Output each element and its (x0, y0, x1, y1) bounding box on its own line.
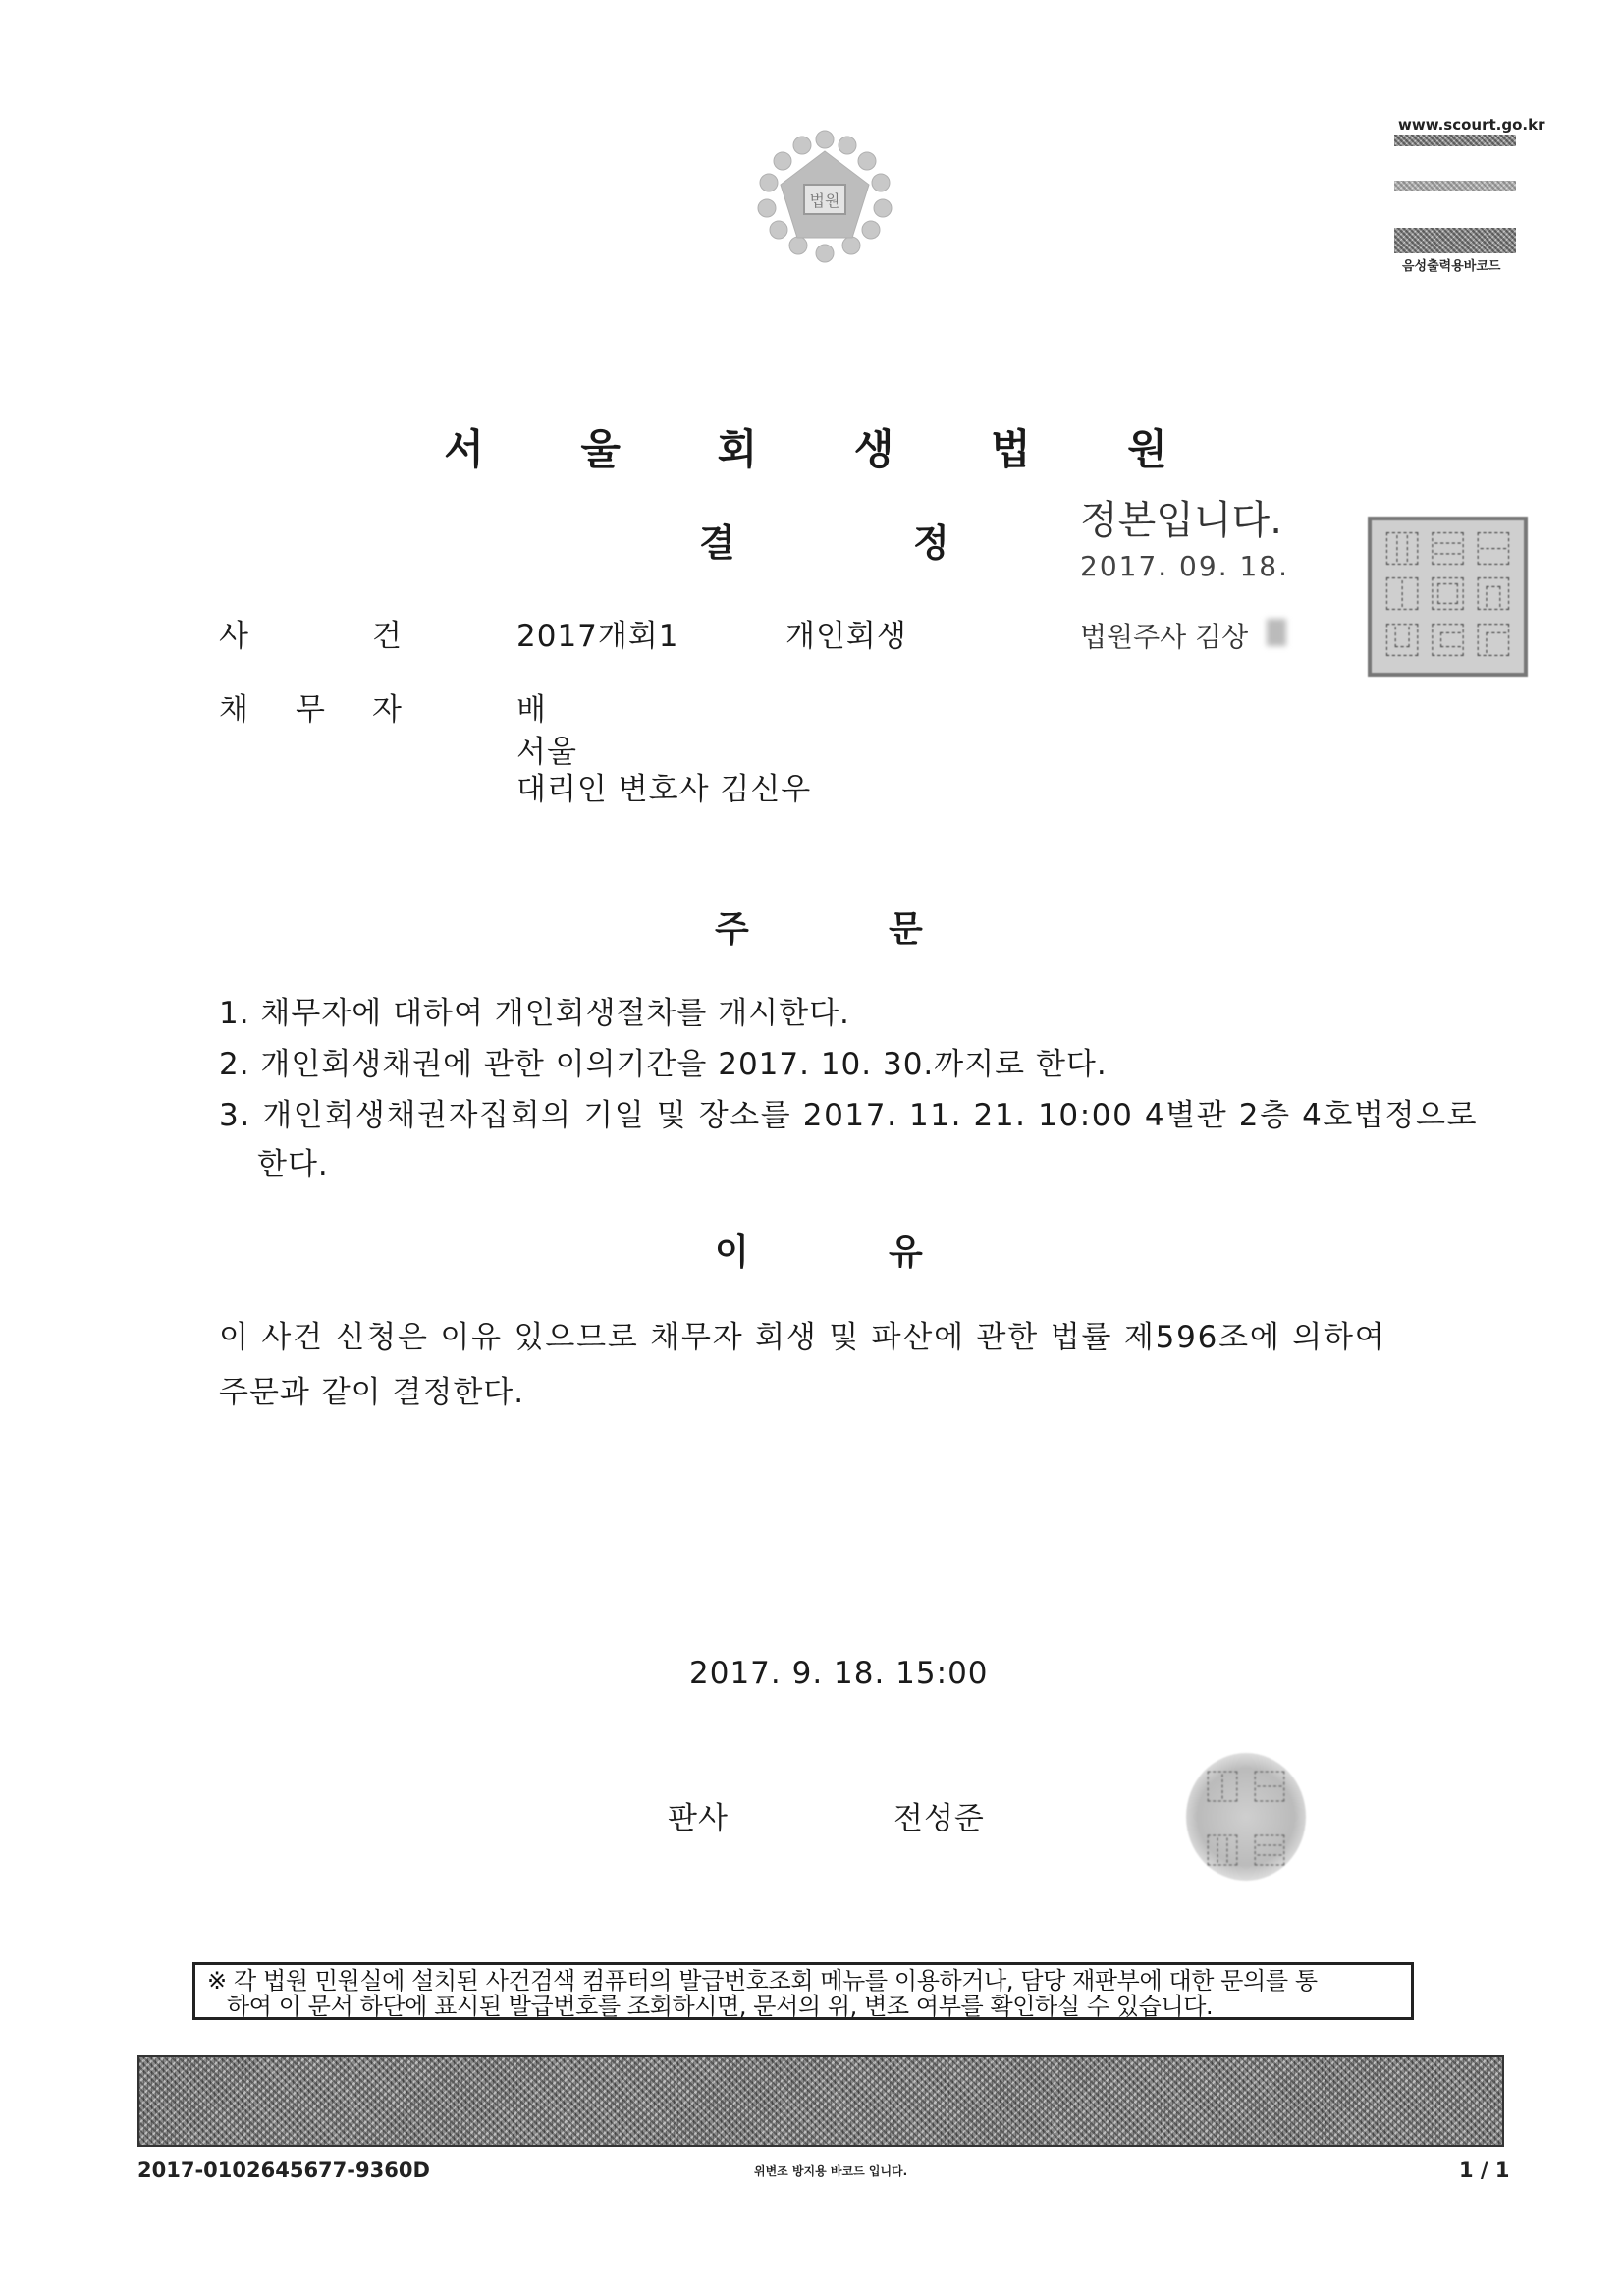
debtor-label-3: 자 (372, 692, 403, 728)
seal-glyph: ⿳ (1430, 530, 1466, 571)
judge-seal (1186, 1753, 1306, 1881)
voice-barcode (1394, 228, 1516, 253)
order-item: 1. 채무자에 대하여 개인회생절차를 개시한다. (219, 996, 850, 1031)
clerk-name-blur (1267, 619, 1286, 646)
document-type-left: 결 (699, 521, 735, 565)
order-heading-left: 주 (715, 909, 749, 950)
seal-glyph: ⿲ (1206, 1832, 1239, 1872)
case-number: 2017개회1 (516, 619, 679, 654)
seal-glyph: ⿷ (1430, 621, 1466, 662)
official-square-seal (1368, 517, 1528, 677)
judge-name: 전성준 (893, 1801, 985, 1836)
page-number: 1 / 1 (1459, 2159, 1510, 2182)
voice-barcode-caption: 음성출력용바코드 (1402, 259, 1501, 274)
seal-glyph: ⿵ (1475, 575, 1511, 617)
reason-heading-right: 유 (889, 1232, 923, 1273)
court-name: 서 울 회 생 법 원 (444, 425, 1209, 473)
seal-glyph: ⿱ (1253, 1769, 1286, 1808)
seal-glyph: ⿸ (1475, 621, 1511, 662)
svg-text:법원: 법원 (809, 191, 840, 210)
document-type-right: 정 (913, 521, 949, 565)
top-barcode-1 (1394, 135, 1516, 146)
site-url: www.scourt.go.kr (1398, 116, 1545, 134)
order-item: 3. 개인회생채권자집회의 기일 및 장소를 2017. 11. 21. 10:00 4별관 2층 4호법정으로 (219, 1098, 1479, 1133)
case-type: 개인회생 (785, 619, 907, 654)
judge-title: 판사 (668, 1801, 729, 1836)
order-item: 2. 개인회생채권에 관한 이의기간을 2017. 10. 30.까지로 한다. (219, 1047, 1108, 1082)
debtor-address: 서울 (516, 735, 577, 770)
order-item-continuation: 한다. (257, 1147, 329, 1182)
top-barcode-2 (1394, 181, 1516, 191)
decision-datetime: 2017. 9. 18. 15:00 (689, 1656, 989, 1691)
issue-number: 2017-0102645677-9360D (137, 2159, 430, 2182)
reason-line-2: 주문과 같이 결정한다. (219, 1375, 525, 1410)
notice-line-1: ※ 각 법원 민원실에 설치된 사건검색 컴퓨터의 발급번호조회 메뉴를 이용하거나, 담당 재판부에 대한 문의를 통 (207, 1967, 1318, 1995)
case-label-2: 건 (372, 619, 403, 654)
debtor-label-2: 무 (296, 692, 326, 728)
seal-glyph: ⿰ (1384, 575, 1421, 617)
anti-forgery-barcode (137, 2055, 1504, 2147)
verification-notice (192, 1962, 1414, 2020)
notice-line-2: 하여 이 문서 하단에 표시된 발급번호를 조회하시면, 문서의 위, 변조 여부를 확인하실 수 있습니다. (227, 1993, 1214, 2020)
certification-date: 2017. 09. 18. (1080, 550, 1290, 582)
debtor-representative: 대리인 변호사 김신우 (516, 772, 812, 807)
order-heading-right: 문 (889, 909, 923, 950)
court-emblem-icon (751, 126, 898, 273)
seal-glyph: ⿲ (1384, 530, 1421, 571)
reason-heading-left: 이 (715, 1232, 749, 1273)
reason-line-1: 이 사건 신청은 이유 있으므로 채무자 회생 및 파산에 관한 법률 제596조에 의하여 (219, 1320, 1386, 1355)
seal-glyph: ⿱ (1475, 530, 1511, 571)
certification-text: 정본입니다. (1080, 498, 1282, 543)
seal-glyph: ⿰ (1206, 1769, 1239, 1808)
court-emblem (751, 126, 898, 273)
debtor-label-1: 채 (219, 692, 249, 728)
seal-glyph: ⿴ (1430, 575, 1466, 617)
seal-glyph: ⿶ (1384, 621, 1421, 662)
debtor-name: 배 (516, 692, 547, 728)
barcode-caption: 위변조 방지용 바코드 입니다. (754, 2164, 908, 2178)
case-label-1: 사 (219, 619, 249, 654)
seal-glyph: ⿳ (1253, 1832, 1286, 1872)
certification-clerk: 법원주사 김상 (1080, 621, 1249, 653)
